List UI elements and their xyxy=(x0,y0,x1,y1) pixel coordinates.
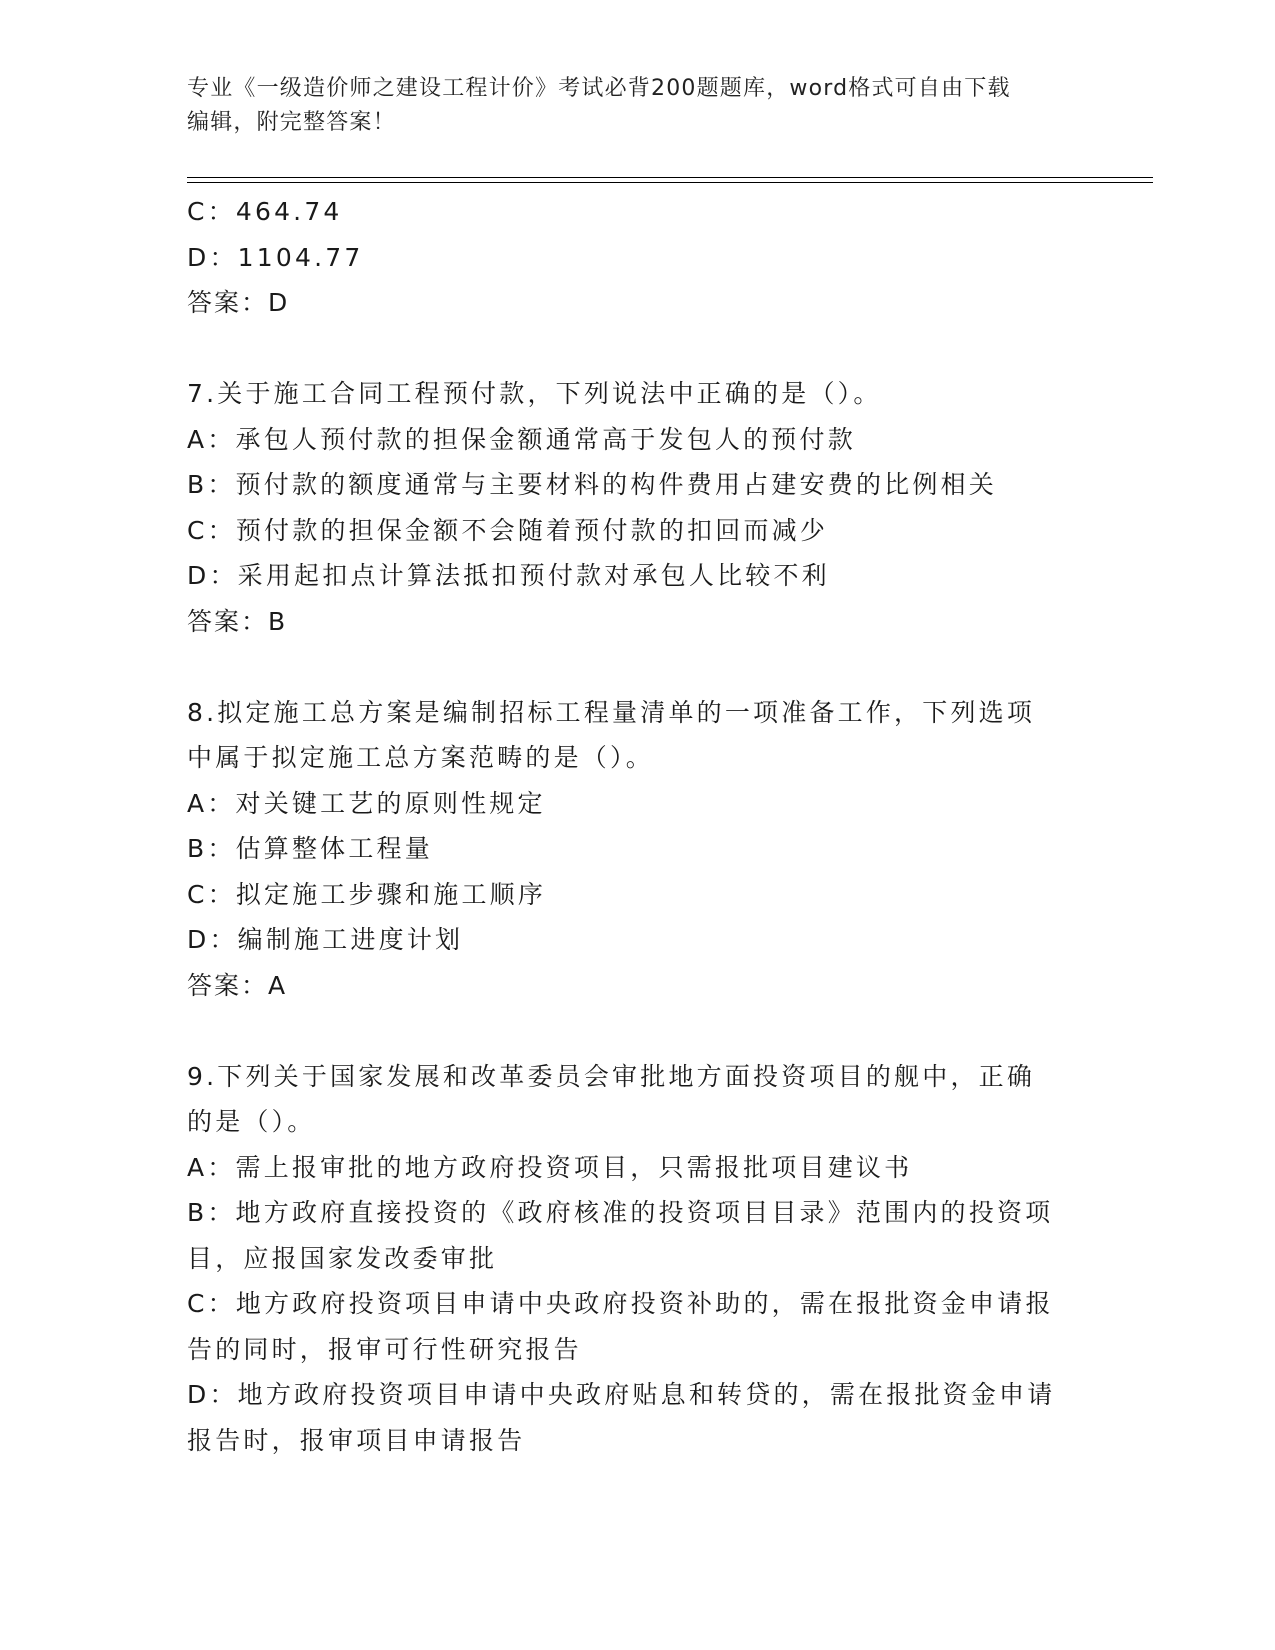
question-stem-line-2: 中属于拟定施工总方案范畴的是（）。 xyxy=(187,743,654,772)
document-header xyxy=(187,72,1067,140)
answer-line: 答案：B xyxy=(187,606,288,636)
option-d: D：编制施工进度计划 xyxy=(187,925,464,954)
option-c: C：464.74 xyxy=(187,197,343,226)
question-8 xyxy=(187,690,1067,1009)
option-c-line-1: C：地方政府投资项目申请中央政府投资补助的，需在报批资金申请报 xyxy=(187,1289,1054,1318)
option-c: C：拟定施工步骤和施工顺序 xyxy=(187,879,547,909)
question-7 xyxy=(187,371,1067,644)
option-d: D：1104.77 xyxy=(187,242,364,272)
question-stem-line-2: 的是（）。 xyxy=(187,1107,316,1136)
option-a: A：对关键工艺的原则性规定 xyxy=(187,788,546,818)
option-b-line-1: B：地方政府直接投资的《政府核准的投资项目目录》范围内的投资项 xyxy=(187,1198,1054,1227)
question-stem: 7.关于施工合同工程预付款，下列说法中正确的是（）。 xyxy=(187,379,882,408)
option-d-line-2: 报告时，报审项目申请报告 xyxy=(187,1425,526,1455)
answer-line: 答案：A xyxy=(187,970,288,1000)
question-stem-line-1: 8.拟定施工总方案是编制招标工程量清单的一项准备工作，下列选项 xyxy=(187,697,1036,727)
option-d-line-1: D：地方政府投资项目申请中央政府贴息和转贷的，需在报批资金申请 xyxy=(187,1380,1056,1409)
question-stem-line-1: 9.下列关于国家发展和改革委员会审批地方面投资项目的舰中，正确 xyxy=(187,1061,1036,1091)
header-line-2: 编辑，附完整答案！ xyxy=(187,110,396,135)
option-b: B：预付款的额度通常与主要材料的构件费用占建安费的比例相关 xyxy=(187,470,997,499)
answer-line: 答案：D xyxy=(187,288,290,317)
header-divider-top xyxy=(187,177,1153,178)
option-b: B：估算整体工程量 xyxy=(187,834,433,863)
header-divider-bottom xyxy=(187,182,1153,183)
question-9 xyxy=(187,1054,1067,1464)
option-c: C：预付款的担保金额不会随着预付款的扣回而减少 xyxy=(187,515,829,545)
spacer xyxy=(187,326,1067,372)
document-body xyxy=(187,189,1067,1463)
spacer xyxy=(187,644,1067,690)
spacer xyxy=(187,1008,1067,1054)
option-b-line-2: 目，应报国家发改委审批 xyxy=(187,1243,498,1273)
option-a: A：承包人预付款的担保金额通常高于发包人的预付款 xyxy=(187,424,856,454)
option-a: A：需上报审批的地方政府投资项目，只需报批项目建议书 xyxy=(187,1152,913,1182)
option-c-line-2: 告的同时，报审可行性研究报告 xyxy=(187,1334,582,1364)
previous-question xyxy=(187,189,1067,326)
option-d: D：采用起扣点计算法抵扣预付款对承包人比较不利 xyxy=(187,561,830,590)
header-line-1: 专业《一级造价师之建设工程计价》考试必背200题题库，word格式可自由下载 xyxy=(187,76,1011,101)
